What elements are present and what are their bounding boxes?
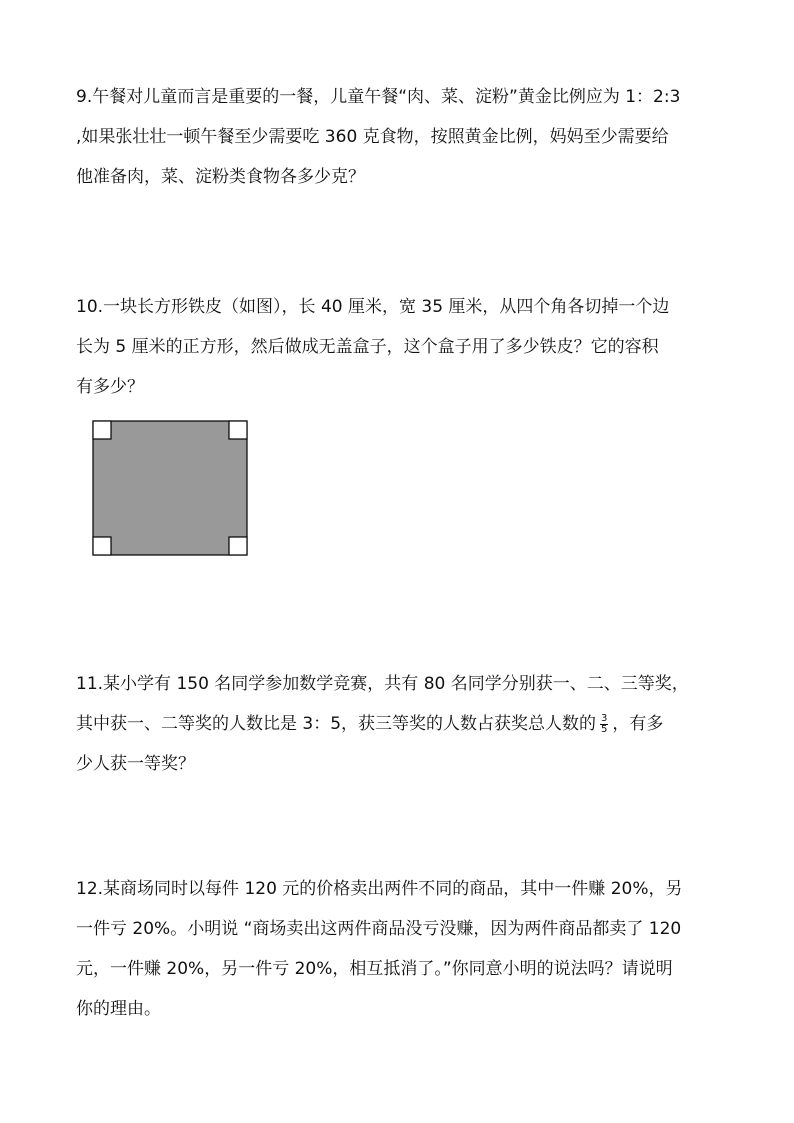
- question-12-line-2: 一件亏 20%。小明说 “商场卖出这两件商品没亏没赚，因为两件商品都卖了 120: [76, 919, 682, 939]
- cut-corner-bottom-right: [229, 537, 247, 555]
- question-11-line-1: 11.某小学有 150 名同学参加数学竞赛，共有 80 名同学分别获一、二、三等奖，: [76, 674, 689, 694]
- question-12-line-4: 你的理由。: [76, 999, 161, 1019]
- question-9-line-3: 他准备肉，菜、淀粉类食物各多少克？: [76, 167, 365, 187]
- question-12-line-1: 12.某商场同时以每件 120 元的价格卖出两件不同的商品，其中一件赚 20%，另: [76, 879, 683, 899]
- cut-corner-bottom-left: [93, 537, 111, 555]
- question-11: [76, 664, 726, 784]
- iron-sheet-rectangle: [93, 421, 247, 555]
- question-11-line-2: [76, 704, 726, 744]
- cut-corner-top-left: [93, 421, 111, 439]
- question-11-line-2-text: 其中获一、二等奖的人数比是 3：5，获三等奖的人数占获奖总人数的: [76, 714, 597, 734]
- cut-corner-top-right: [229, 421, 247, 439]
- fraction-denominator: 5: [601, 723, 608, 735]
- question-10: [76, 287, 726, 407]
- question-12: [76, 869, 726, 1029]
- fraction-three-fifths: [600, 714, 608, 735]
- iron-sheet-figure: [92, 420, 248, 556]
- question-12-line-3: 元，一件赚 20%，另一件亏 20%，相互抵消了。”你同意小明的说法吗？请说明: [76, 959, 673, 979]
- question-10-line-3: 有多少？: [76, 377, 144, 397]
- question-9: [76, 77, 726, 197]
- question-9-line-2: ,如果张壮壮一顿午餐至少需要吃 360 克食物，按照黄金比例，妈妈至少需要给: [76, 127, 669, 147]
- question-11-line-3: 少人获一等奖？: [76, 754, 195, 774]
- question-11-line-2-tail: ，有多: [612, 714, 664, 734]
- question-10-line-2: 长为 5 厘米的正方形，然后做成无盖盒子，这个盒子用了多少铁皮？它的容积: [76, 337, 659, 357]
- question-10-line-1: 10.一块长方形铁皮（如图），长 40 厘米，宽 35 厘米，从四个角各切掉一个边: [76, 297, 670, 317]
- question-9-line-1: 9.午餐对儿童而言是重要的一餐，儿童午餐“肉、菜、淀粉”黄金比例应为 1：2:3: [76, 87, 681, 107]
- fraction-numerator: 3: [601, 712, 608, 724]
